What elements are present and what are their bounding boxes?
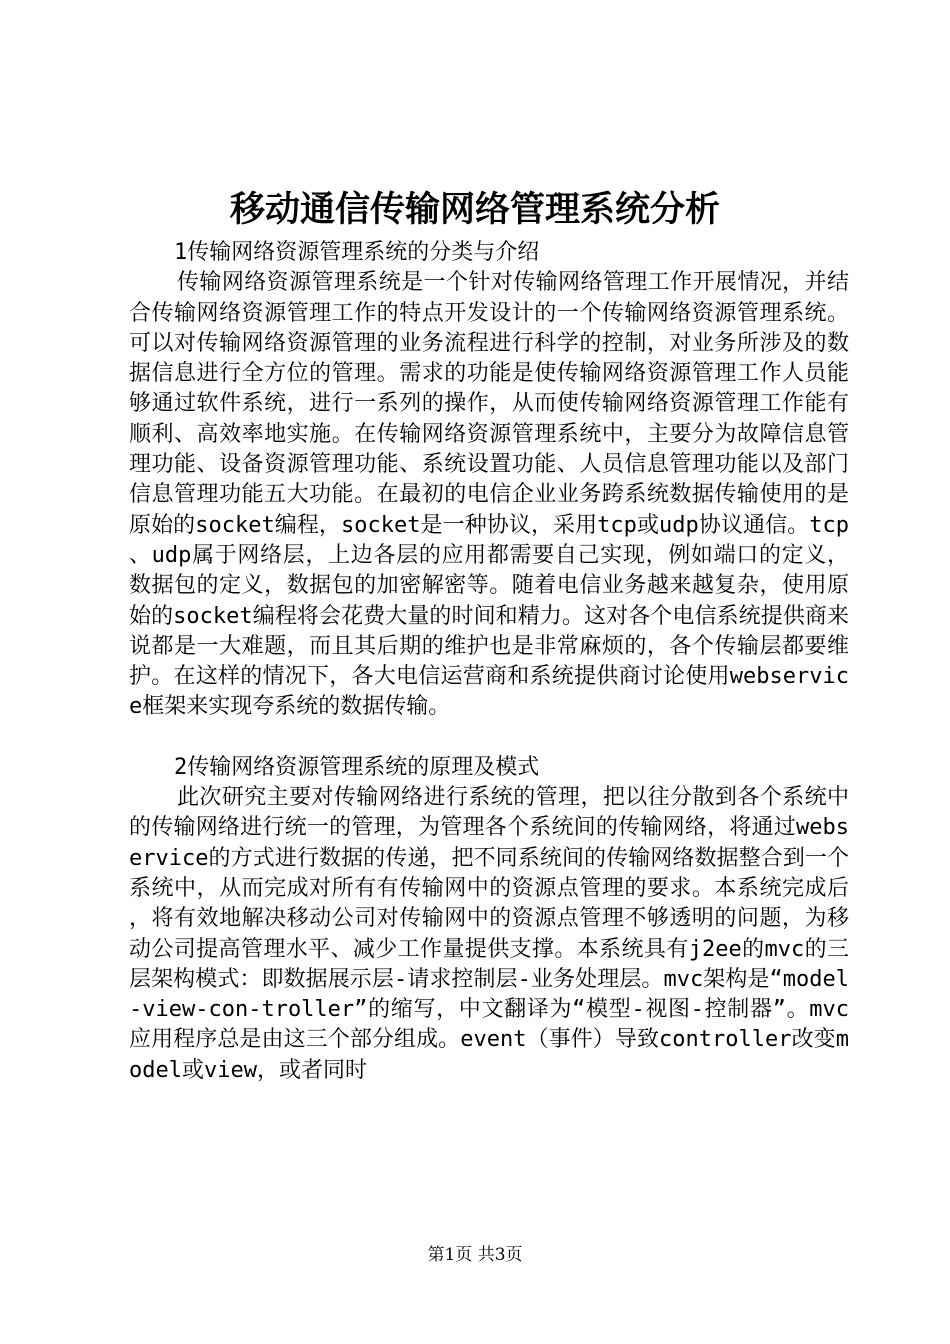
section-paragraph: 传输网络资源管理系统是一个针对传输网络管理工作开展情况，并结合传输网络资源管理工作的特点开发设计的一个传输网络资源管理系统。可以对传输网络资源管理的业务流程进行科学的控制，对业务所涉及的数据信息进行全方位的管理。需求的功能是使传输网络资源管理工作人员能够通过软件系统，进行一系列的操作，从而使传输网络资源管理工作能有顺利、高效率地实施。在传输网络资源管理系统中，主要分为故障信息管理功能、设备资源管理功能、系统设置功能、人员信息管理功能以及部门信息管理功能五大功能。在最初的电信企业业务跨系统数据传输使用的是原始的socket编程，socket是一种协议，采用tcp或udp协议通信。tcp、udp属于网络层，上边各层的应用都需要自己实现，例如端口的定义，数据包的定义，数据包的加密解密等。随着电信业务越来越复杂，使用原始的socket编程将会花费大量的时间和精力。这对各个电信系统提供商来说都是一大难题，而且其后期的维护也是非常麻烦的，各个传输层都要维护。在这样的情况下，各大电信运营商和系统提供商讨论使用webservice框架来实现夸系统的数据传输。: [129, 270, 849, 720]
section-paragraph: 此次研究主要对传输网络进行系统的管理，把以往分散到各个系统中的传输网络进行统一的管理，为管理各个系统间的传输网络，将通过webservice的方式进行数据的传递，把不同系统间的传输网络数据整合到一个系统中，从而完成对所有有传输网中的资源点管理的要求。本系统完成后，将有效地解决移动公司对传输网中的资源点管理不够透明的问题，为移动公司提高管理水平、减少工作量提供支撑。本系统具有j2ee的mvc的三层架构模式：即数据展示层-请求控制层-业务处理层。mvc架构是“model-view-con-troller”的缩写，中文翻译为“模型-视图-控制器”。mvc应用程序总是由这三个部分组成。event（事件）导致controller改变model或view，或者同时: [129, 785, 849, 1083]
section-heading: 2传输网络资源管理系统的原理及模式: [174, 754, 540, 780]
section-heading: 1传输网络资源管理系统的分类与介绍: [174, 240, 540, 265]
document-title: 移动通信传输网络管理系统分析: [229, 189, 720, 230]
section-spacer: [129, 723, 849, 753]
page-number-footer: 第1页 共3页: [427, 1245, 523, 1265]
document-body: [129, 238, 849, 1086]
